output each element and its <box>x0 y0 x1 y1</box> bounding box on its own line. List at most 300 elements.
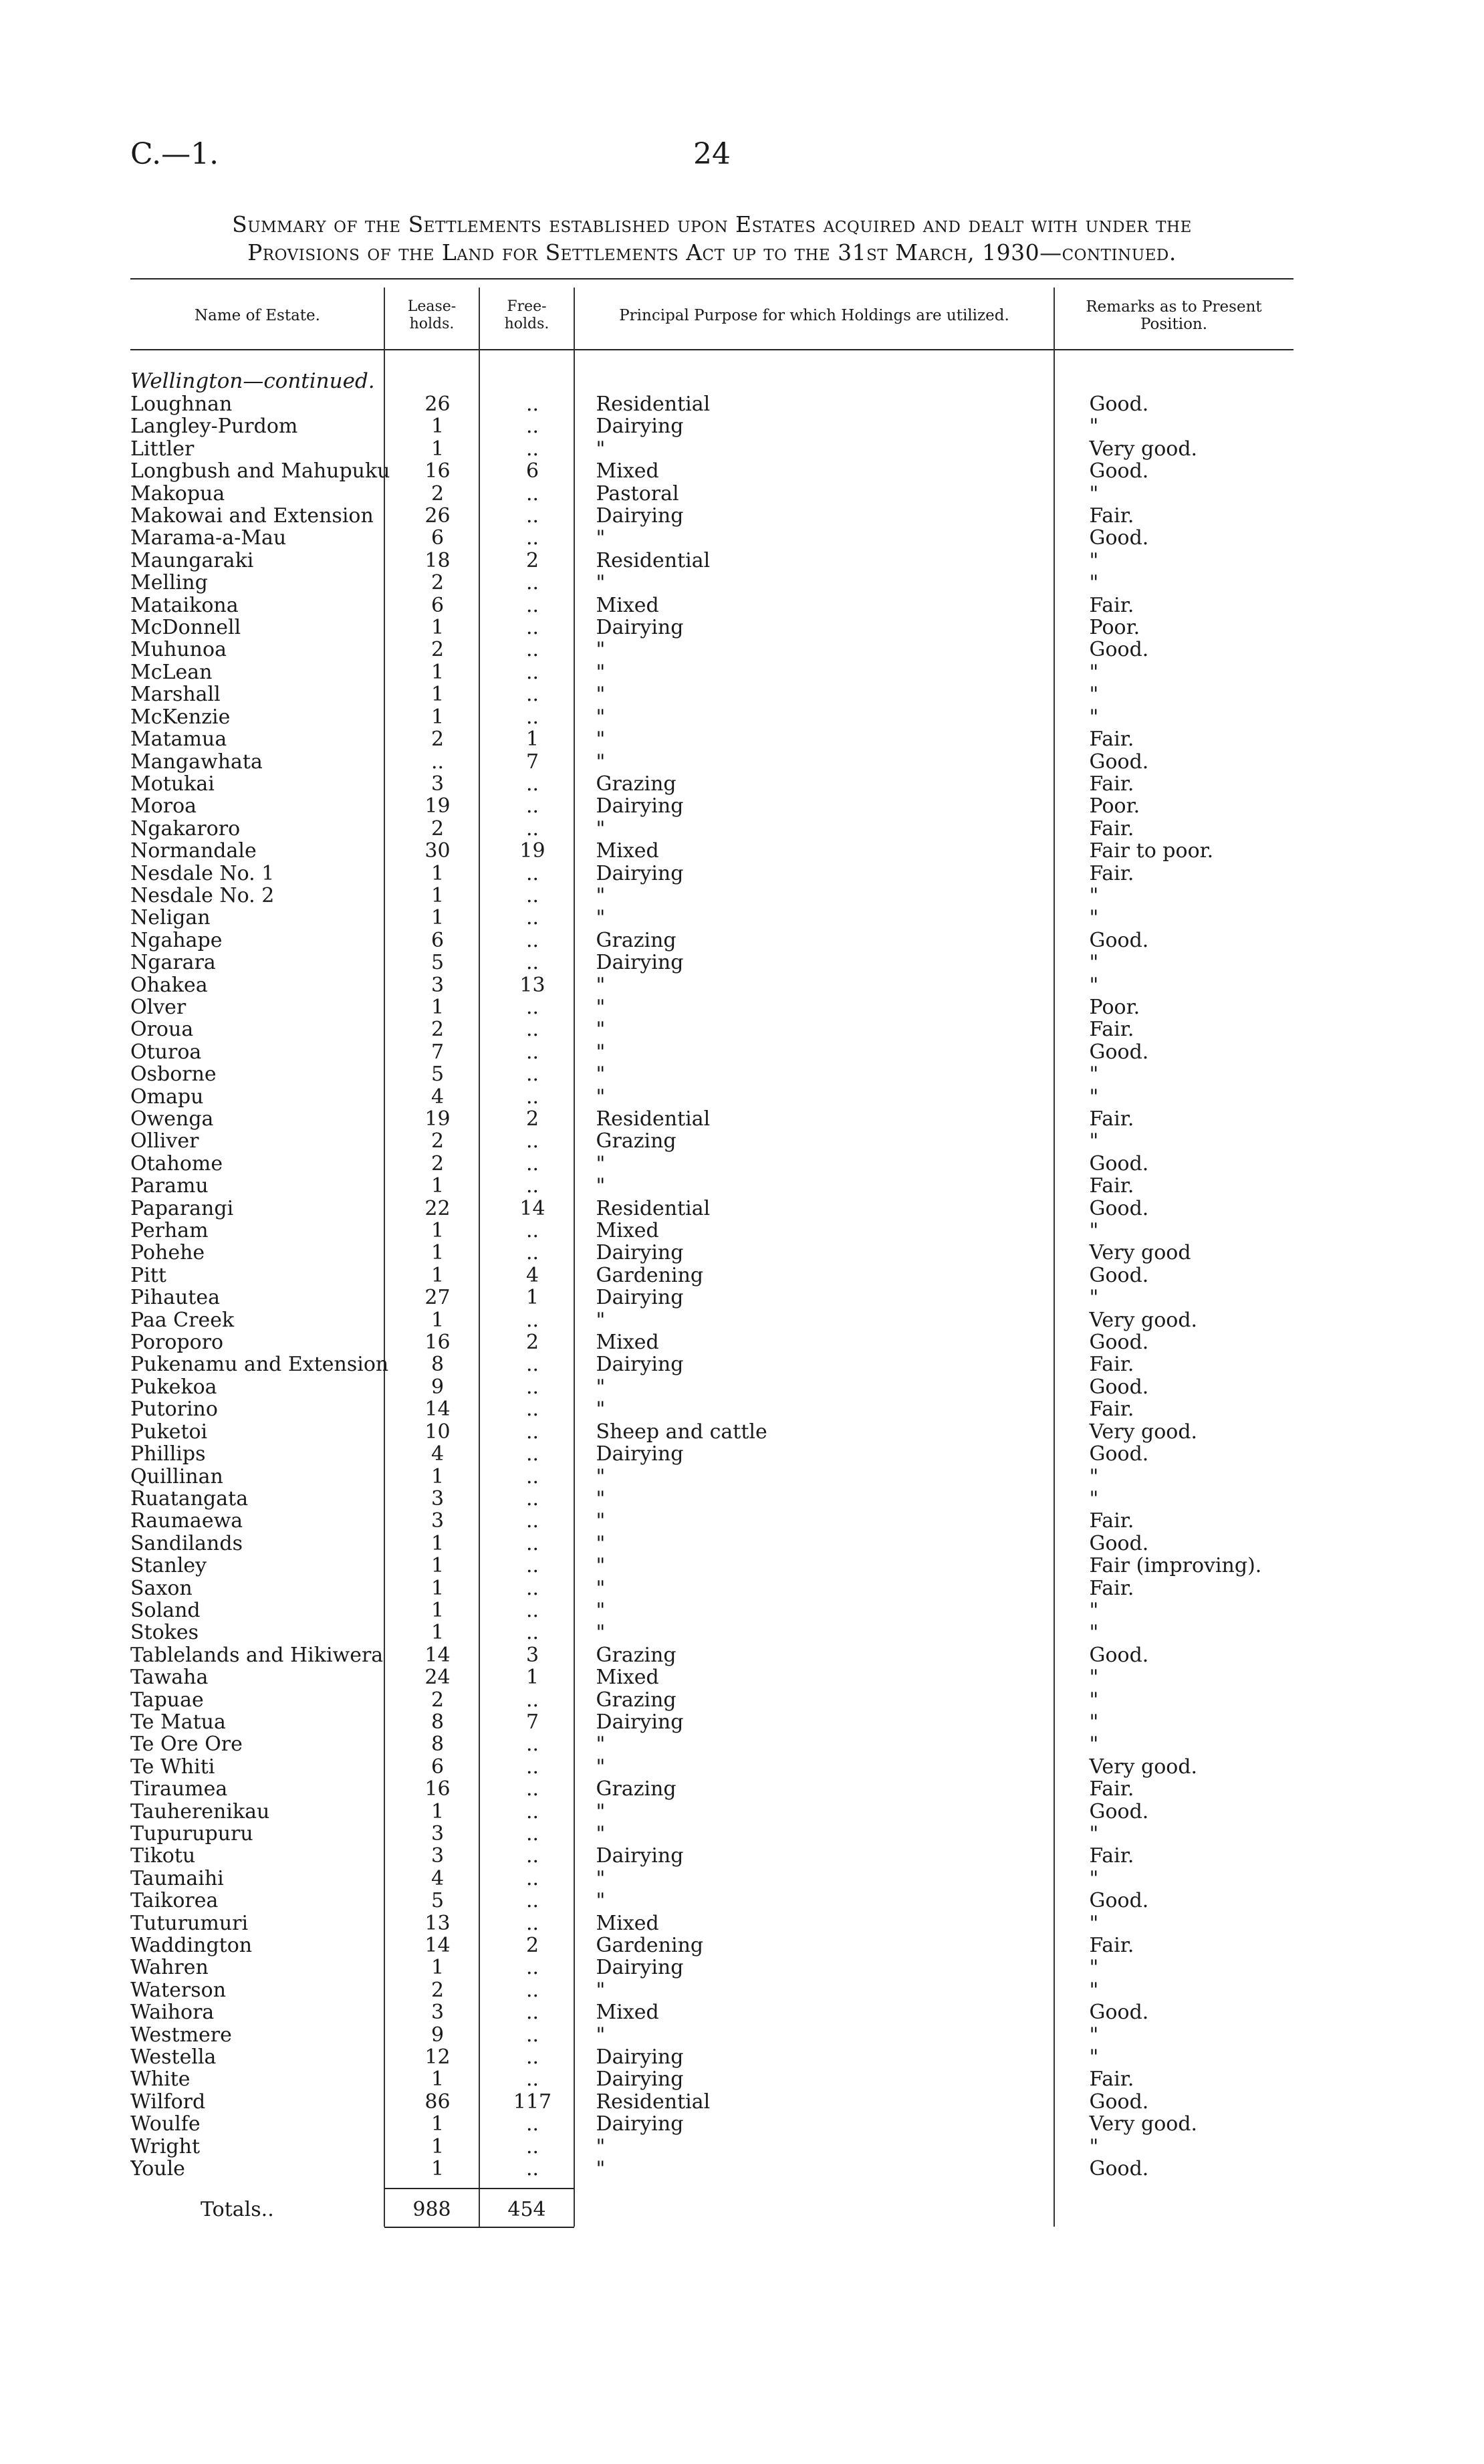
estate-name-cell: Pukekoa <box>130 1375 217 1399</box>
freeholds-cell: .. <box>525 1621 539 1644</box>
purpose-cell: " <box>596 2135 606 2158</box>
table-row <box>130 1242 1324 1264</box>
col-header-purpose: Principal Purpose for which Holdings are utilized. <box>619 307 1009 324</box>
totals-freeholds: 454 <box>507 2198 546 2221</box>
leaseholds-cell: 2 <box>430 817 445 841</box>
remarks-cell: " <box>1089 1599 1099 1622</box>
freeholds-cell: .. <box>525 1398 539 1421</box>
purpose-cell: Residential <box>596 1197 711 1220</box>
leaseholds-cell: 86 <box>424 2090 451 2114</box>
purpose-cell: " <box>596 728 606 751</box>
purpose-cell: " <box>596 1375 606 1399</box>
freeholds-cell: .. <box>525 1755 539 1779</box>
estate-name-cell: Westella <box>130 2046 217 2069</box>
table-row <box>130 1086 1324 1108</box>
estate-name-cell: Maungaraki <box>130 549 254 572</box>
freeholds-cell: .. <box>525 2046 539 2069</box>
purpose-cell: Dairying <box>596 1286 684 1309</box>
leaseholds-cell: 6 <box>430 929 445 952</box>
table-row <box>130 1689 1324 1711</box>
leaseholds-cell: 3 <box>430 1845 445 1868</box>
estate-name-cell: Nesdale No. 2 <box>130 884 275 907</box>
freeholds-cell: .. <box>525 1577 539 1599</box>
table-row <box>130 773 1324 795</box>
table-row <box>130 1868 1324 1890</box>
table-row <box>130 527 1324 549</box>
col-header-freeholds: Free-holds. <box>504 298 549 332</box>
estate-name-cell: Muhunoa <box>130 639 227 661</box>
remarks-cell: " <box>1089 884 1099 907</box>
table-row <box>130 1286 1324 1309</box>
table-row <box>130 706 1324 728</box>
leaseholds-cell: 14 <box>424 1644 451 1667</box>
estate-name-cell: Normandale <box>130 840 257 863</box>
purpose-cell: Dairying <box>596 617 684 639</box>
leaseholds-cell: 24 <box>424 1666 451 1689</box>
table-row <box>130 1979 1324 2001</box>
remarks-cell: Good. <box>1089 460 1149 483</box>
freeholds-cell: .. <box>525 1130 539 1153</box>
estate-name-cell: Stokes <box>130 1621 199 1644</box>
purpose-cell: Mixed <box>596 1912 659 1935</box>
freeholds-cell: .. <box>525 907 539 929</box>
col-header-remarks: Remarks as to Present Position. <box>1086 298 1262 333</box>
purpose-cell: " <box>596 683 606 706</box>
estate-name-cell: Mangawhata <box>130 750 263 773</box>
purpose-cell: Dairying <box>596 1845 684 1868</box>
freeholds-cell: 7 <box>525 750 539 773</box>
estate-name-cell: Tiraumea <box>130 1778 228 1801</box>
table-row <box>130 1063 1324 1085</box>
leaseholds-cell: 10 <box>424 1420 451 1444</box>
estate-name-cell: Tapuae <box>130 1688 204 1711</box>
remarks-cell: Good. <box>1089 1644 1149 1667</box>
estate-name-cell: Neligan <box>130 907 211 929</box>
purpose-cell: Mixed <box>596 1220 659 1242</box>
freeholds-cell: .. <box>525 1242 539 1264</box>
leaseholds-cell: 1 <box>430 907 445 929</box>
table-row <box>130 929 1324 951</box>
remarks-cell: Very good. <box>1089 1420 1198 1444</box>
table-row <box>130 1621 1324 1644</box>
estate-name-cell: Makopua <box>130 482 225 506</box>
remarks-cell: Fair. <box>1089 2068 1134 2091</box>
freeholds-cell: .. <box>525 2068 539 2091</box>
estate-name-cell: Ruatangata <box>130 1487 249 1510</box>
estate-name-cell: Tikotu <box>130 1845 196 1868</box>
freeholds-cell: .. <box>525 1845 539 1868</box>
freeholds-cell: .. <box>525 617 539 639</box>
purpose-cell: Dairying <box>596 1353 684 1376</box>
remarks-cell: Fair. <box>1089 772 1134 796</box>
table-row <box>130 996 1324 1018</box>
estate-name-cell: Tuturumuri <box>130 1912 249 1935</box>
purpose-cell: " <box>596 1465 606 1488</box>
leaseholds-cell: 1 <box>430 862 445 885</box>
purpose-cell: Residential <box>596 1108 711 1131</box>
leaseholds-cell: 5 <box>430 951 445 974</box>
leaseholds-cell: 4 <box>430 1085 445 1108</box>
estate-name-cell: Loughnan <box>130 393 233 416</box>
leaseholds-cell: 1 <box>430 1242 445 1264</box>
freeholds-cell: .. <box>525 1688 539 1711</box>
leaseholds-cell: 8 <box>430 1733 445 1756</box>
remarks-cell: Good. <box>1089 639 1149 661</box>
table-row <box>130 1533 1324 1555</box>
remarks-cell: Fair. <box>1089 594 1134 617</box>
remarks-cell: " <box>1089 482 1099 506</box>
col-header-name: Name of Estate. <box>195 307 320 324</box>
purpose-cell: Mixed <box>596 2001 659 2024</box>
purpose-cell: " <box>596 1085 606 1108</box>
remarks-cell: Good. <box>1089 527 1149 550</box>
table-row <box>130 2113 1324 2135</box>
purpose-cell: Mixed <box>596 1331 659 1354</box>
remarks-cell: " <box>1089 1710 1099 1734</box>
estate-name-cell: Tupurupuru <box>130 1823 253 1845</box>
table-row <box>130 1890 1324 1912</box>
remarks-cell: Good. <box>1089 393 1149 416</box>
leaseholds-cell: 9 <box>430 2023 445 2047</box>
remarks-cell: Good. <box>1089 1197 1149 1220</box>
remarks-cell: Good. <box>1089 1152 1149 1175</box>
table-row <box>130 572 1324 594</box>
leaseholds-cell: 6 <box>430 1755 445 1779</box>
estate-name-cell: Wright <box>130 2135 201 2158</box>
purpose-cell: " <box>596 1018 606 1041</box>
leaseholds-cell: 26 <box>424 505 451 528</box>
remarks-cell: Good. <box>1089 2001 1149 2024</box>
leaseholds-cell: 1 <box>430 705 445 729</box>
estate-name-cell: Waddington <box>130 1934 253 1957</box>
table-row <box>130 1801 1324 1823</box>
table-row <box>130 2046 1324 2068</box>
table-row <box>130 594 1324 617</box>
leaseholds-cell: 1 <box>430 1555 445 1577</box>
estate-name-cell: Langley-Purdom <box>130 415 298 438</box>
purpose-cell: " <box>596 1621 606 1644</box>
estate-name-cell: Ngahape <box>130 929 223 952</box>
estate-name-cell: Pitt <box>130 1264 166 1287</box>
remarks-cell: Fair. <box>1089 1845 1134 1868</box>
remarks-cell: " <box>1089 1220 1099 1242</box>
table-row <box>130 505 1324 527</box>
table-row <box>130 2158 1324 2180</box>
estate-name-cell: Osborne <box>130 1063 217 1086</box>
remarks-cell: " <box>1089 415 1099 438</box>
table-row <box>130 2024 1324 2046</box>
table-row <box>130 818 1324 840</box>
estate-name-cell: Olver <box>130 996 187 1019</box>
table-row <box>130 617 1324 639</box>
estate-name-cell: Paa Creek <box>130 1309 235 1332</box>
purpose-cell: " <box>596 1733 606 1756</box>
purpose-cell: " <box>596 996 606 1019</box>
freeholds-cell: 4 <box>525 1264 539 1287</box>
estate-name-cell: Oroua <box>130 1018 194 1041</box>
leaseholds-cell: 1 <box>430 1621 445 1644</box>
table-row <box>130 2068 1324 2090</box>
remarks-cell: " <box>1089 683 1099 706</box>
freeholds-cell: .. <box>525 1733 539 1756</box>
remarks-cell: Good. <box>1089 1264 1149 1287</box>
totals-bottom-rule <box>384 2227 574 2228</box>
table-row <box>130 639 1324 661</box>
leaseholds-cell: 1 <box>430 2068 445 2091</box>
purpose-cell: Residential <box>596 549 711 572</box>
title-line-2: Provisions of the Land for Settlements Act up to the 31st March, 1930—continued. <box>247 239 1177 265</box>
remarks-cell: " <box>1089 1621 1099 1644</box>
estate-name-cell: Taumaihi <box>130 1867 224 1890</box>
table-row <box>130 1421 1324 1443</box>
table-row <box>130 1956 1324 1979</box>
purpose-cell: " <box>596 1487 606 1510</box>
table-row <box>130 1041 1324 1063</box>
table-row <box>130 1130 1324 1152</box>
purpose-cell: " <box>596 1577 606 1599</box>
purpose-cell: " <box>596 1398 606 1421</box>
estate-name-cell: White <box>130 2068 191 2091</box>
remarks-cell: " <box>1089 1912 1099 1935</box>
freeholds-cell: .. <box>525 1800 539 1823</box>
leaseholds-cell: 2 <box>430 1688 445 1711</box>
leaseholds-cell: 4 <box>430 1867 445 1890</box>
leaseholds-cell: 16 <box>424 460 451 483</box>
leaseholds-cell: 1 <box>430 1465 445 1488</box>
leaseholds-cell: 1 <box>430 996 445 1019</box>
purpose-cell: " <box>596 1755 606 1779</box>
remarks-cell: Good. <box>1089 1331 1149 1354</box>
leaseholds-cell: 1 <box>430 1220 445 1242</box>
leaseholds-cell: 14 <box>424 1398 451 1421</box>
remarks-cell: Very good. <box>1089 1309 1198 1332</box>
table-row <box>130 1823 1324 1845</box>
table-row <box>130 1198 1324 1220</box>
table-row <box>130 1510 1324 1532</box>
leaseholds-cell: 9 <box>430 1375 445 1399</box>
freeholds-cell: 1 <box>525 1286 539 1309</box>
purpose-cell: Dairying <box>596 1956 684 1979</box>
remarks-cell: " <box>1089 1733 1099 1756</box>
remarks-cell: Good. <box>1089 1443 1149 1466</box>
remarks-cell: " <box>1089 1286 1099 1309</box>
estate-name-cell: Tablelands and Hikiwera <box>130 1644 384 1667</box>
freeholds-cell: .. <box>525 1599 539 1622</box>
table-row <box>130 1331 1324 1353</box>
purpose-cell: " <box>596 2158 606 2180</box>
freeholds-cell: .. <box>525 705 539 729</box>
estate-name-cell: Saxon <box>130 1577 193 1599</box>
leaseholds-cell: 1 <box>430 1956 445 1979</box>
table-row <box>130 1398 1324 1420</box>
purpose-cell: Gardening <box>596 1934 704 1957</box>
purpose-cell: Dairying <box>596 505 684 528</box>
freeholds-cell: .. <box>525 795 539 818</box>
remarks-cell: " <box>1089 1867 1099 1890</box>
remarks-cell: Fair. <box>1089 1577 1134 1599</box>
remarks-cell: Fair. <box>1089 1353 1134 1376</box>
estate-name-cell: Quillinan <box>130 1465 223 1488</box>
estate-name-cell: Perham <box>130 1220 209 1242</box>
estate-name-cell: McDonnell <box>130 617 241 639</box>
remarks-cell: " <box>1089 1487 1099 1510</box>
table-row <box>130 1466 1324 1488</box>
remarks-cell: Fair. <box>1089 1778 1134 1801</box>
purpose-cell: Grazing <box>596 929 676 952</box>
freeholds-cell: .. <box>525 437 539 461</box>
leaseholds-cell: 1 <box>430 661 445 684</box>
title-line-1: Summary of the Settlements established upon Estates acquired and dealt with under the <box>232 211 1192 237</box>
purpose-cell: " <box>596 1800 606 1823</box>
remarks-cell: " <box>1089 572 1099 594</box>
freeholds-cell: .. <box>525 1867 539 1890</box>
remarks-cell: " <box>1089 1085 1099 1108</box>
leaseholds-cell: 1 <box>430 683 445 706</box>
purpose-cell: Mixed <box>596 1666 659 1689</box>
freeholds-cell: 3 <box>525 1644 539 1667</box>
leaseholds-cell: 16 <box>424 1331 451 1354</box>
leaseholds-cell: 16 <box>424 1778 451 1801</box>
totals-top-rule <box>384 2188 574 2189</box>
freeholds-cell: .. <box>525 415 539 438</box>
table-row <box>130 683 1324 705</box>
leaseholds-cell: 5 <box>430 1890 445 1912</box>
freeholds-cell: .. <box>525 393 539 416</box>
remarks-cell: Good. <box>1089 1800 1149 1823</box>
freeholds-cell: .. <box>525 505 539 528</box>
table-row <box>130 1108 1324 1130</box>
freeholds-cell: 1 <box>525 728 539 751</box>
leaseholds-cell: 4 <box>430 1443 445 1466</box>
remarks-cell: Poor. <box>1089 996 1140 1019</box>
purpose-cell: " <box>596 1599 606 1622</box>
remarks-cell: Fair. <box>1089 505 1134 528</box>
freeholds-cell: 2 <box>525 1331 539 1354</box>
remarks-cell: Fair. <box>1089 1934 1134 1957</box>
estate-name-cell: Olliver <box>130 1130 199 1153</box>
purpose-cell: Mixed <box>596 460 659 483</box>
remarks-cell: Fair. <box>1089 1175 1134 1198</box>
estate-name-cell: Poroporo <box>130 1331 224 1354</box>
estate-name-cell: Nesdale No. 1 <box>130 862 275 885</box>
leaseholds-cell: 1 <box>430 1264 445 1287</box>
estate-name-cell: Motukai <box>130 772 215 796</box>
remarks-cell: " <box>1089 1130 1099 1153</box>
estate-name-cell: Paramu <box>130 1175 209 1198</box>
purpose-cell: " <box>596 1823 606 1845</box>
freeholds-cell: .. <box>525 1465 539 1488</box>
leaseholds-cell: 1 <box>430 1599 445 1622</box>
freeholds-cell: .. <box>525 2158 539 2180</box>
leaseholds-cell: 3 <box>430 974 445 996</box>
estate-name-cell: Oturoa <box>130 1040 202 1064</box>
table-row <box>130 1733 1324 1755</box>
purpose-cell: Dairying <box>596 795 684 818</box>
estate-name-cell: Putorino <box>130 1398 218 1421</box>
leaseholds-cell: 3 <box>430 772 445 796</box>
freeholds-cell: .. <box>525 929 539 952</box>
remarks-cell: Good. <box>1089 1532 1149 1555</box>
estate-name-cell: Moroa <box>130 795 197 818</box>
estate-name-cell: Omapu <box>130 1085 204 1108</box>
table-row <box>130 1018 1324 1040</box>
estate-name-cell: Stanley <box>130 1555 207 1577</box>
table-row <box>130 951 1324 974</box>
estate-name-cell: McLean <box>130 661 213 684</box>
freeholds-cell: 14 <box>519 1197 545 1220</box>
purpose-cell: Dairying <box>596 951 684 974</box>
purpose-cell: Dairying <box>596 2068 684 2091</box>
freeholds-cell: 7 <box>525 1710 539 1734</box>
freeholds-cell: .. <box>525 817 539 841</box>
remarks-cell: " <box>1089 705 1099 729</box>
remarks-cell: Fair (improving). <box>1089 1555 1262 1577</box>
table-row <box>130 751 1324 773</box>
header-top-rule <box>130 278 1293 279</box>
page-number: 24 <box>693 137 731 171</box>
purpose-cell: Dairying <box>596 1242 684 1264</box>
freeholds-cell: .. <box>525 1420 539 1444</box>
purpose-cell: Mixed <box>596 840 659 863</box>
leaseholds-cell: 2 <box>430 1152 445 1175</box>
freeholds-cell: .. <box>525 1040 539 1064</box>
leaseholds-cell: 2 <box>430 1979 445 2002</box>
table-row <box>130 1756 1324 1778</box>
freeholds-cell: .. <box>525 1085 539 1108</box>
table-row <box>130 728 1324 750</box>
estate-name-cell: Tauherenikau <box>130 1800 270 1823</box>
estate-name-cell: Waihora <box>130 2001 215 2024</box>
freeholds-cell: .. <box>525 884 539 907</box>
leaseholds-cell: 2 <box>430 639 445 661</box>
purpose-cell: " <box>596 974 606 996</box>
leaseholds-cell: 2 <box>430 1130 445 1153</box>
estate-name-cell: Longbush and Mahupuku <box>130 460 390 483</box>
estate-name-cell: McKenzie <box>130 705 231 729</box>
table-row <box>130 1711 1324 1733</box>
purpose-cell: " <box>596 907 606 929</box>
estate-name-cell: Matamua <box>130 728 227 751</box>
leaseholds-cell: 18 <box>424 549 451 572</box>
leaseholds-cell: 3 <box>430 1487 445 1510</box>
freeholds-cell: .. <box>525 862 539 885</box>
freeholds-cell: 2 <box>525 549 539 572</box>
purpose-cell: " <box>596 817 606 841</box>
purpose-cell: " <box>596 1890 606 1912</box>
estate-name-cell: Te Ore Ore <box>130 1733 243 1756</box>
freeholds-cell: .. <box>525 639 539 661</box>
leaseholds-cell: 6 <box>430 594 445 617</box>
table-row <box>130 1353 1324 1375</box>
remarks-cell: Good. <box>1089 929 1149 952</box>
leaseholds-cell: 1 <box>430 884 445 907</box>
leaseholds-cell: 8 <box>430 1710 445 1734</box>
estate-name-cell: Raumaewa <box>130 1510 243 1533</box>
estate-name-cell: Melling <box>130 572 208 594</box>
freeholds-cell: .. <box>525 1220 539 1242</box>
table-row <box>130 1376 1324 1398</box>
estate-name-cell: Otahome <box>130 1152 223 1175</box>
table-row <box>130 907 1324 929</box>
table-row <box>130 974 1324 996</box>
page-header <box>130 137 1293 184</box>
purpose-cell: " <box>596 527 606 550</box>
freeholds-cell: .. <box>525 2023 539 2047</box>
table-row <box>130 2136 1324 2158</box>
totals-leaseholds: 988 <box>412 2198 451 2221</box>
section-label <box>130 369 375 393</box>
estate-name-cell: Sandilands <box>130 1532 243 1555</box>
